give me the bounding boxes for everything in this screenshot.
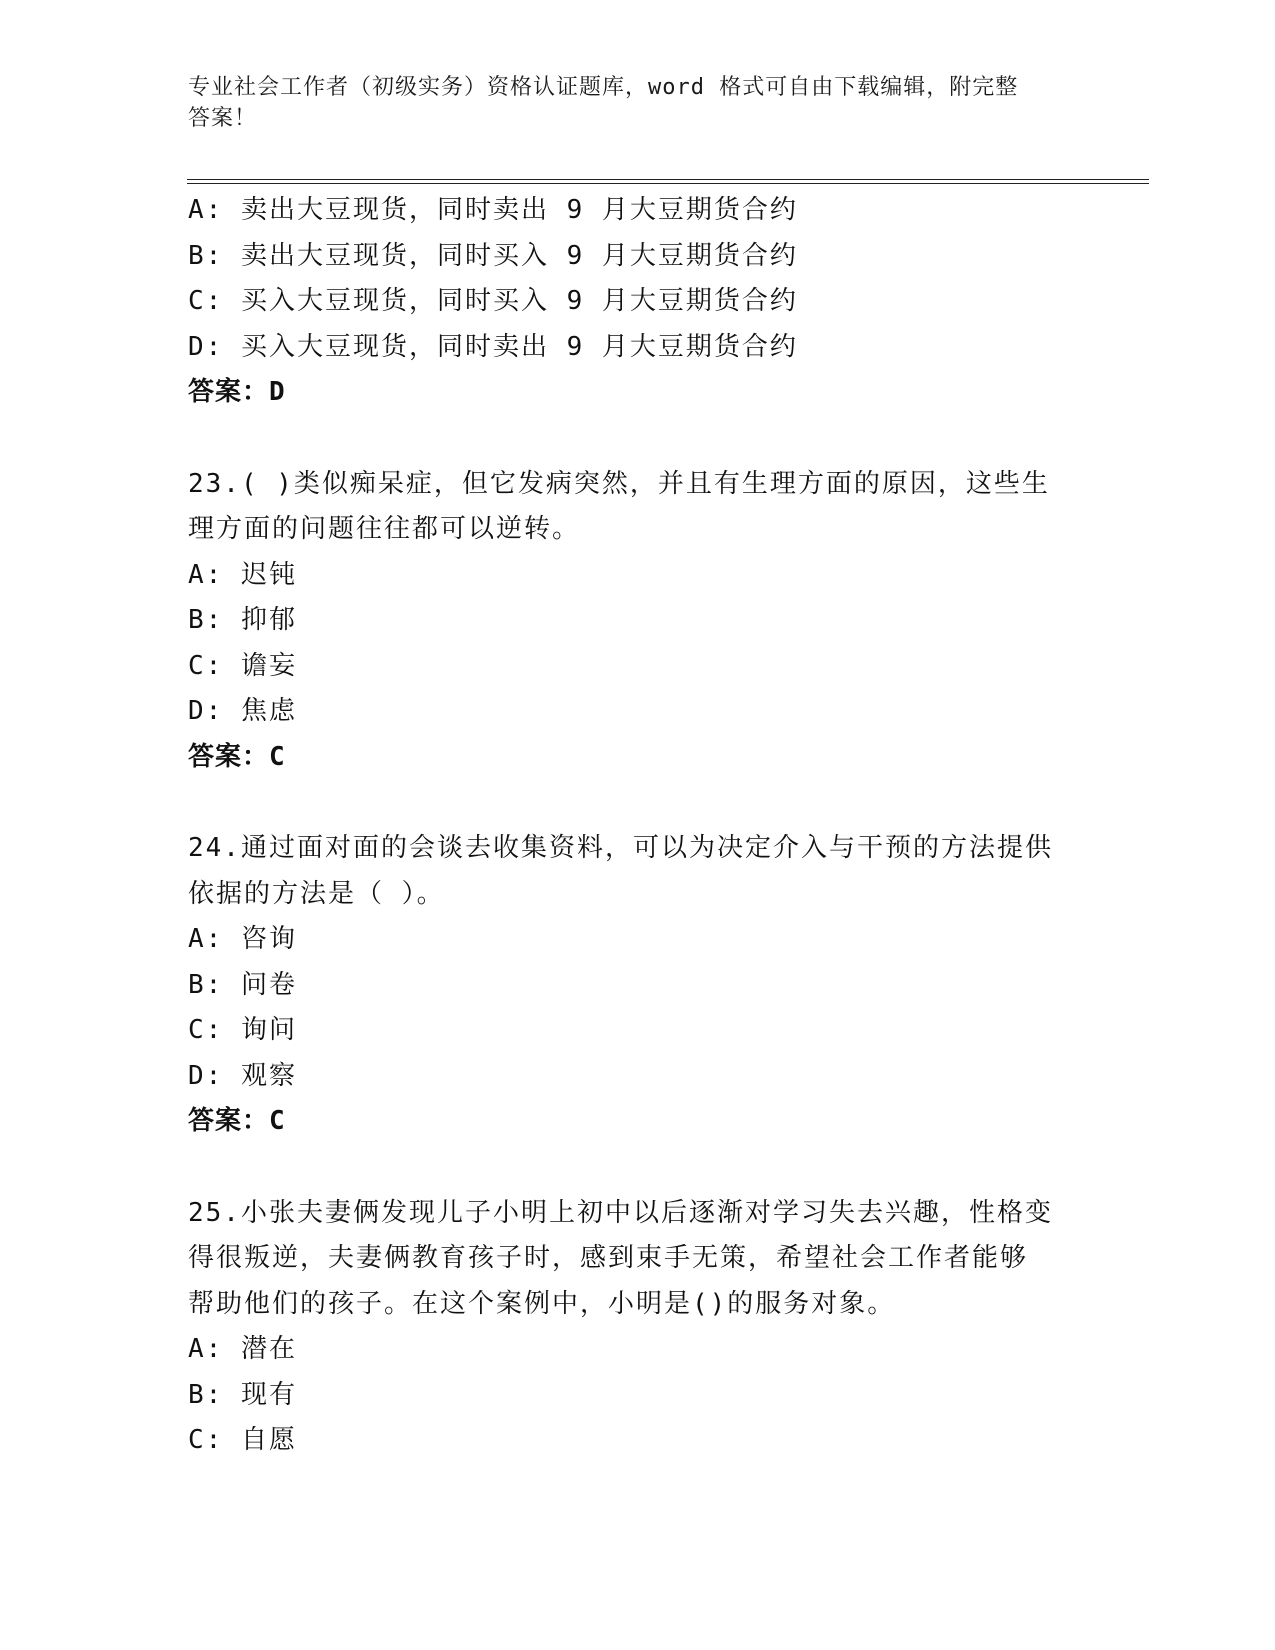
option-a: A: 迟钝	[188, 559, 297, 590]
option-c: C: 询问	[188, 1015, 297, 1045]
question-list	[188, 188, 1088, 1464]
header-line-2: 答案！	[188, 106, 258, 131]
spacer	[188, 1145, 1088, 1191]
option-c: C: 买入大豆现货，同时买入 9 月大豆期货合约	[188, 286, 798, 316]
question-stem-line: 23.( )类似痴呆症，但它发病突然，并且有生理方面的原因，这些生	[188, 468, 1050, 499]
header-line-1: 专业社会工作者（初级实务）资格认证题库，word 格式可自由下载编辑，附完整	[188, 75, 1019, 100]
question-stem-line: 得很叛逆，夫妻俩教育孩子时，感到束手无策，希望社会工作者能够	[188, 1243, 1029, 1273]
answer-line: 答案：C	[188, 741, 286, 772]
question-stem-line: 24.通过面对面的会谈去收集资料，可以为决定介入与干预的方法提供	[188, 833, 1053, 863]
option-b: B: 卖出大豆现货，同时买入 9 月大豆期货合约	[188, 240, 798, 271]
question-stem-line: 25.小张夫妻俩发现儿子小明上初中以后逐渐对学习失去兴趣，性格变	[188, 1197, 1053, 1228]
answer-line: 答案：C	[188, 1106, 286, 1136]
option-b: B: 抑郁	[188, 605, 297, 635]
document-header	[188, 72, 1068, 134]
question-stem-line: 帮助他们的孩子。在这个案例中，小明是()的服务对象。	[188, 1288, 896, 1319]
option-d: D: 买入大豆现货，同时卖出 9 月大豆期货合约	[188, 331, 798, 362]
option-a: A: 潜在	[188, 1334, 297, 1364]
option-a: A: 咨询	[188, 924, 297, 954]
option-d: D: 焦虑	[188, 696, 297, 726]
question-25	[188, 1191, 1088, 1464]
question-23	[188, 462, 1088, 781]
option-b: B: 问卷	[188, 969, 297, 1000]
question-24	[188, 826, 1088, 1145]
question-stem-line: 理方面的问题往往都可以逆转。	[188, 514, 581, 544]
option-b: B: 现有	[188, 1379, 297, 1410]
header-divider	[187, 179, 1149, 180]
header-divider-secondary	[187, 183, 1149, 184]
option-c: C: 谵妄	[188, 650, 297, 681]
answer-line: 答案：D	[188, 377, 286, 407]
question-stem-line: 依据的方法是（ ）。	[188, 878, 445, 909]
spacer	[188, 416, 1088, 462]
option-a: A: 卖出大豆现货，同时卖出 9 月大豆期货合约	[188, 195, 798, 225]
option-c: C: 自愿	[188, 1425, 297, 1455]
question-22	[188, 188, 1088, 416]
spacer	[188, 780, 1088, 826]
option-d: D: 观察	[188, 1060, 297, 1091]
